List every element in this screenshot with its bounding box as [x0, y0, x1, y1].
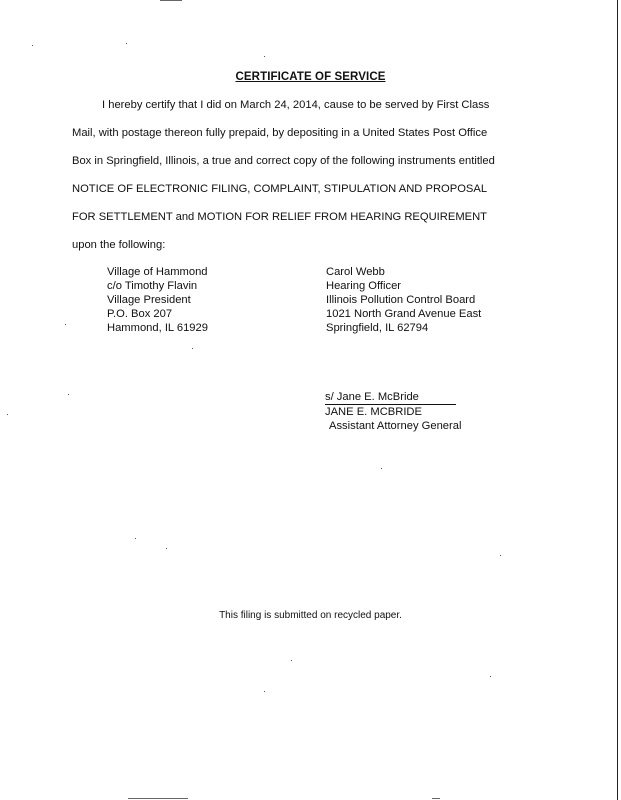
scan-speck — [7, 414, 8, 415]
scan-speck — [32, 45, 33, 46]
address-line: Hearing Officer — [326, 280, 402, 292]
signature-block — [325, 390, 461, 433]
recipient-address-left — [107, 265, 208, 335]
signer-title: Assistant Attorney General — [329, 420, 462, 432]
scan-speck — [500, 555, 501, 556]
document-title: CERTIFICATE OF SERVICE — [235, 71, 386, 83]
scan-speck — [490, 676, 491, 677]
scan-speck — [135, 538, 136, 539]
address-line: P.O. Box 207 — [107, 308, 173, 320]
body-line: Box in Springfield, Illinois, a true and correct copy of the following instruments entitled — [72, 155, 495, 167]
body-line: upon the following: — [72, 239, 166, 251]
scan-speck — [381, 468, 382, 469]
address-line: Village President — [107, 294, 191, 306]
address-line: Hammond, IL 61929 — [107, 322, 208, 334]
scan-speck — [68, 394, 69, 395]
scan-speck — [291, 660, 292, 661]
address-line: Illinois Pollution Control Board — [326, 294, 476, 306]
signer-name: JANE E. MCBRIDE — [325, 406, 422, 418]
scan-speck — [192, 348, 193, 349]
body-line: NOTICE OF ELECTRONIC FILING, COMPLAINT, STIPULATION AND PROPOSAL — [72, 183, 488, 195]
address-line: c/o Timothy Flavin — [107, 280, 198, 292]
body-line: Mail, with postage thereon fully prepaid, by depositing in a United States Post Office — [72, 127, 488, 139]
scan-speck — [126, 43, 127, 44]
page-edge — [617, 0, 618, 800]
scan-mark — [128, 798, 188, 799]
address-line: Springfield, IL 62794 — [326, 322, 429, 334]
body-line: FOR SETTLEMENT and MOTION FOR RELIEF FROM HEARING REQUIREMENT — [72, 211, 488, 223]
recipient-address-right — [326, 265, 481, 335]
signature-line: s/ Jane E. McBride — [325, 390, 456, 405]
address-line: Village of Hammond — [107, 266, 208, 278]
scan-speck — [264, 56, 265, 57]
scan-mark — [432, 798, 440, 799]
address-line: Carol Webb — [326, 266, 385, 278]
scan-mark — [160, 0, 182, 1]
scan-speck — [65, 324, 66, 325]
body-line: I hereby certify that I did on March 24, 2014, cause to be served by First Class — [102, 99, 490, 111]
scan-speck — [264, 691, 265, 692]
footer-note: This filing is submitted on recycled paper. — [219, 610, 402, 621]
scan-speck — [166, 548, 167, 549]
address-line: 1021 North Grand Avenue East — [326, 308, 482, 320]
